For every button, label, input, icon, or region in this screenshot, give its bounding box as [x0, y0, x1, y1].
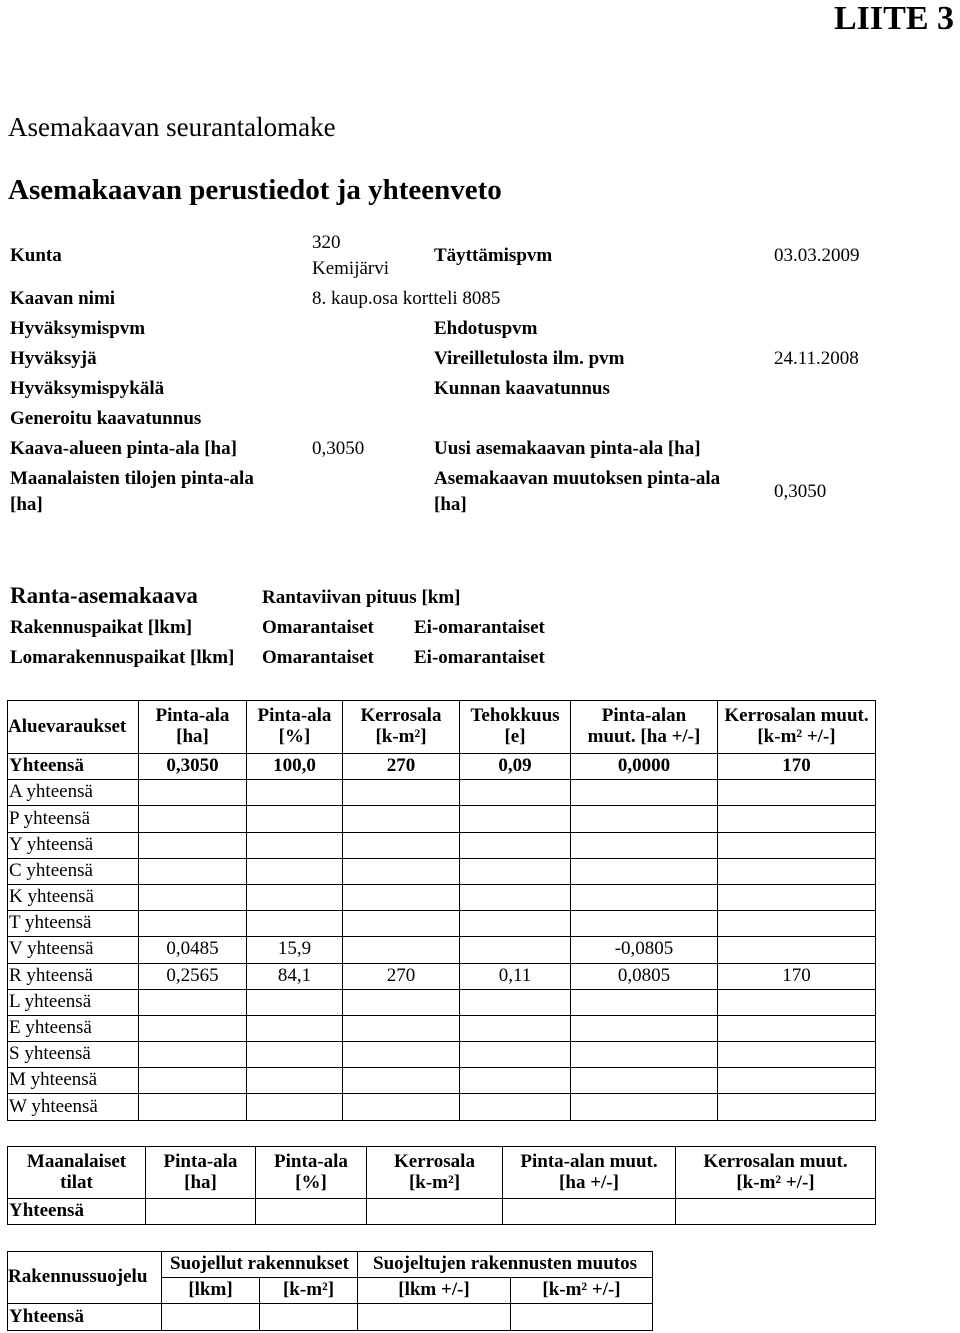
table-cell — [503, 1199, 676, 1225]
table-cell — [718, 858, 876, 884]
vireille-value: 24.11.2008 — [774, 348, 859, 369]
table-header-row — [8, 701, 876, 754]
column-header-line: Kerrosala — [360, 705, 442, 727]
table-cell — [571, 884, 718, 910]
table-cell — [460, 1015, 571, 1041]
table-cell — [343, 780, 460, 806]
table-cell — [571, 1042, 718, 1068]
form-title: Asemakaavan seurantalomake — [8, 112, 336, 142]
tayttamispvm-label: Täyttämispvm — [434, 245, 553, 266]
table-row — [8, 832, 876, 858]
row-label: Yhteensä — [8, 1199, 146, 1225]
column-header: [k-m²] — [260, 1278, 358, 1304]
column-header-line: Kerrosala — [394, 1150, 475, 1172]
table-cell — [343, 1042, 460, 1068]
table-cell — [247, 780, 343, 806]
table-row — [8, 963, 876, 989]
table-cell — [139, 780, 247, 806]
column-header-line: [%] — [278, 726, 311, 747]
aluevaraukset-table — [7, 700, 876, 1121]
table-cell — [571, 1015, 718, 1041]
column-header-line: [k-m² +/-] — [736, 1171, 815, 1193]
column-header-line: [k-m² +/-] — [757, 726, 836, 747]
table-row — [8, 1015, 876, 1041]
table-cell — [460, 1042, 571, 1068]
row-label: C yhteensä — [8, 858, 139, 884]
omarantaiset-label: Omarantaiset — [262, 617, 374, 638]
row-label: W yhteensä — [8, 1094, 139, 1120]
column-header-line: Pinta-ala — [155, 705, 230, 727]
table-cell — [343, 1094, 460, 1120]
column-header-line: [k-m²] — [375, 726, 427, 747]
table-cell — [460, 806, 571, 832]
table-cell — [460, 858, 571, 884]
table-cell: 15,9 — [247, 937, 343, 963]
table-cell — [139, 911, 247, 937]
table-cell — [571, 806, 718, 832]
table-cell — [247, 832, 343, 858]
ehdotuspvm-label: Ehdotuspvm — [434, 318, 538, 339]
table-cell — [571, 1094, 718, 1120]
column-header-line: [ha] — [176, 726, 209, 747]
table-row — [8, 989, 876, 1015]
table-cell: 0,09 — [460, 754, 571, 780]
table-cell — [256, 1199, 367, 1225]
column-header-line: [ha +/-] — [559, 1171, 619, 1193]
table-cell — [571, 858, 718, 884]
column-header-line: Tehokkuus — [470, 705, 560, 727]
table-cell — [139, 884, 247, 910]
muutoksen-label: Asemakaavan muutoksen pinta-ala — [434, 468, 721, 489]
maanalaiset-tilat-table — [7, 1146, 876, 1225]
row-label: P yhteensä — [8, 806, 139, 832]
table-cell — [343, 858, 460, 884]
table-cell: 84,1 — [247, 963, 343, 989]
row-label: Yhteensä — [8, 1304, 162, 1331]
table-cell — [343, 832, 460, 858]
table-cell — [139, 1068, 247, 1094]
column-header-line: Kerrosalan muut. — [724, 705, 869, 727]
table-row — [8, 937, 876, 963]
table-cell — [718, 989, 876, 1015]
kunta-name: Kemijärvi — [312, 258, 390, 279]
table-cell — [247, 1042, 343, 1068]
row-label: K yhteensä — [8, 884, 139, 910]
column-header: [lkm] — [162, 1278, 260, 1304]
column-header-line: Pinta-alan muut. — [520, 1150, 658, 1172]
table-cell — [718, 1042, 876, 1068]
table-cell — [343, 884, 460, 910]
table-cell — [343, 989, 460, 1015]
table-cell — [247, 1068, 343, 1094]
table-cell — [343, 1068, 460, 1094]
table-cell — [571, 780, 718, 806]
column-header — [247, 701, 343, 754]
table-cell — [718, 806, 876, 832]
column-header-line: [ha] — [184, 1171, 217, 1193]
column-header — [571, 701, 718, 754]
column-header: [k-m² +/-] — [511, 1278, 653, 1304]
column-header — [256, 1147, 367, 1199]
table-row — [8, 858, 876, 884]
column-header — [343, 701, 460, 754]
table-header-row — [8, 1252, 653, 1278]
table-cell — [460, 989, 571, 1015]
muutoksen-value: 0,3050 — [774, 481, 827, 502]
table-cell — [676, 1199, 876, 1225]
table-cell — [146, 1199, 256, 1225]
omarantaiset-label: Omarantaiset — [262, 647, 374, 668]
column-group-header: Suojeltujen rakennusten muutos — [358, 1252, 653, 1278]
table-cell: 170 — [718, 963, 876, 989]
column-header — [8, 1147, 146, 1199]
row-label: V yhteensä — [8, 937, 139, 963]
column-header — [139, 701, 247, 754]
rakennussuojelu-table — [7, 1251, 653, 1331]
table-cell — [162, 1304, 260, 1331]
table-row — [8, 1068, 876, 1094]
table-cell — [571, 989, 718, 1015]
column-group-header: Suojellut rakennukset — [162, 1252, 358, 1278]
column-header-line: Pinta-ala — [163, 1150, 238, 1172]
table-cell — [343, 937, 460, 963]
table-cell — [139, 1042, 247, 1068]
row-label: Y yhteensä — [8, 832, 139, 858]
column-header: [lkm +/-] — [358, 1278, 511, 1304]
table-cell — [343, 1015, 460, 1041]
maanalaisten-label: Maanalaisten tilojen pinta-ala — [10, 468, 254, 489]
table-row — [8, 754, 876, 780]
table-cell — [247, 806, 343, 832]
generoitu-kaavatunnus-label: Generoitu kaavatunnus — [10, 408, 202, 429]
table-cell — [247, 1094, 343, 1120]
table-cell — [718, 1015, 876, 1041]
section-title: Asemakaavan perustiedot ja yhteenveto — [8, 174, 502, 206]
column-header: Rakennussuojelu — [8, 1252, 162, 1304]
table-cell: -0,0805 — [571, 937, 718, 963]
table-row — [8, 1199, 876, 1225]
table-cell — [460, 911, 571, 937]
table-cell: 270 — [343, 754, 460, 780]
table-cell: 0,3050 — [139, 754, 247, 780]
table-cell — [718, 832, 876, 858]
table-cell — [367, 1199, 503, 1225]
lomarakennuspaikat-label: Lomarakennuspaikat [lkm] — [10, 647, 235, 668]
tayttamispvm-value: 03.03.2009 — [774, 245, 860, 266]
column-header-line: Maanalaiset — [26, 1150, 127, 1172]
uusi-pinta-ala-label: Uusi asemakaavan pinta-ala [ha] — [434, 438, 701, 459]
table-cell — [718, 780, 876, 806]
vireille-label: Vireilletulosta ilm. pvm — [434, 348, 625, 369]
column-header-line: [k-m²] — [408, 1171, 461, 1193]
kaavan-nimi-value: 8. kaup.osa kortteli 8085 — [312, 288, 501, 309]
row-label: E yhteensä — [8, 1015, 139, 1041]
table-cell: 100,0 — [247, 754, 343, 780]
table-cell — [139, 1094, 247, 1120]
column-header-line: muut. [ha +/-] — [587, 726, 701, 747]
table-cell — [571, 832, 718, 858]
table-cell — [460, 884, 571, 910]
column-header-line: Kerrosalan muut. — [703, 1150, 848, 1172]
column-header — [460, 701, 571, 754]
row-label: A yhteensä — [8, 780, 139, 806]
column-header — [718, 701, 876, 754]
muutoksen-unit: [ha] — [434, 494, 467, 515]
column-header-line: tilat — [60, 1171, 93, 1193]
table-cell — [460, 937, 571, 963]
table-cell — [139, 1015, 247, 1041]
kaava-alue-label: Kaava-alueen pinta-ala [ha] — [10, 438, 237, 459]
table-cell — [571, 911, 718, 937]
hyvaksymispykala-label: Hyväksymispykälä — [10, 378, 165, 399]
table-cell: 0,0485 — [139, 937, 247, 963]
row-label: R yhteensä — [8, 963, 139, 989]
column-header-line: Pinta-ala — [257, 705, 332, 727]
row-label: Yhteensä — [8, 754, 139, 780]
table-cell — [139, 832, 247, 858]
table-row — [8, 1042, 876, 1068]
appendix-label: LIITE 3 — [834, 0, 954, 37]
hyvaksyja-label: Hyväksyjä — [10, 348, 97, 369]
column-header — [503, 1147, 676, 1199]
row-label: S yhteensä — [8, 1042, 139, 1068]
table-row — [8, 780, 876, 806]
kunta-label: Kunta — [10, 245, 62, 266]
row-label: L yhteensä — [8, 989, 139, 1015]
table-cell — [247, 884, 343, 910]
table-row — [8, 884, 876, 910]
ei-omarantaiset-label: Ei-omarantaiset — [414, 647, 545, 668]
maanalaisten-unit: [ha] — [10, 494, 43, 515]
rantaviiva-label: Rantaviivan pituus [km] — [262, 587, 461, 608]
table-cell: 0,2565 — [139, 963, 247, 989]
table-row — [8, 1304, 653, 1331]
rakennuspaikat-label: Rakennuspaikat [lkm] — [10, 617, 193, 638]
table-cell — [571, 1068, 718, 1094]
table-cell — [139, 989, 247, 1015]
column-header-line: [e] — [504, 726, 526, 747]
table-cell — [260, 1304, 358, 1331]
table-cell: 0,0805 — [571, 963, 718, 989]
table-cell — [247, 911, 343, 937]
kaavan-nimi-label: Kaavan nimi — [10, 288, 116, 309]
ranta-title: Ranta-asemakaava — [10, 583, 198, 608]
table-row — [8, 911, 876, 937]
table-cell: 270 — [343, 963, 460, 989]
column-header — [367, 1147, 503, 1199]
table-cell — [460, 1094, 571, 1120]
ei-omarantaiset-label: Ei-omarantaiset — [414, 617, 545, 638]
table-cell — [247, 858, 343, 884]
table-cell: 0,11 — [460, 963, 571, 989]
table-cell — [718, 884, 876, 910]
table-cell — [511, 1304, 653, 1331]
column-header — [146, 1147, 256, 1199]
table-cell: 0,0000 — [571, 754, 718, 780]
column-header-line: Pinta-ala — [274, 1150, 348, 1172]
kunta-code: 320 — [312, 232, 341, 253]
table-cell — [139, 858, 247, 884]
table-cell — [460, 832, 571, 858]
table-cell — [247, 1015, 343, 1041]
table-cell — [460, 1068, 571, 1094]
row-label: T yhteensä — [8, 911, 139, 937]
table-cell: 170 — [718, 754, 876, 780]
column-header-line: Aluevaraukset — [8, 715, 127, 737]
row-label: M yhteensä — [8, 1068, 139, 1094]
table-cell — [247, 989, 343, 1015]
column-header — [676, 1147, 876, 1199]
kaava-alue-value: 0,3050 — [312, 438, 365, 459]
table-cell — [343, 911, 460, 937]
table-cell — [718, 1094, 876, 1120]
table-header-row — [8, 1147, 876, 1199]
kunnan-kaavatunnus-label: Kunnan kaavatunnus — [434, 378, 610, 399]
table-cell — [460, 780, 571, 806]
table-row — [8, 806, 876, 832]
table-cell — [718, 937, 876, 963]
column-header-line: Pinta-alan — [601, 705, 687, 727]
table-cell — [139, 806, 247, 832]
table-cell — [358, 1304, 511, 1331]
table-cell — [718, 911, 876, 937]
table-cell — [343, 806, 460, 832]
table-cell — [718, 1068, 876, 1094]
column-header-line: [%] — [295, 1171, 327, 1193]
column-header — [8, 701, 139, 754]
hyvaksymispvm-label: Hyväksymispvm — [10, 318, 146, 339]
table-row — [8, 1094, 876, 1120]
